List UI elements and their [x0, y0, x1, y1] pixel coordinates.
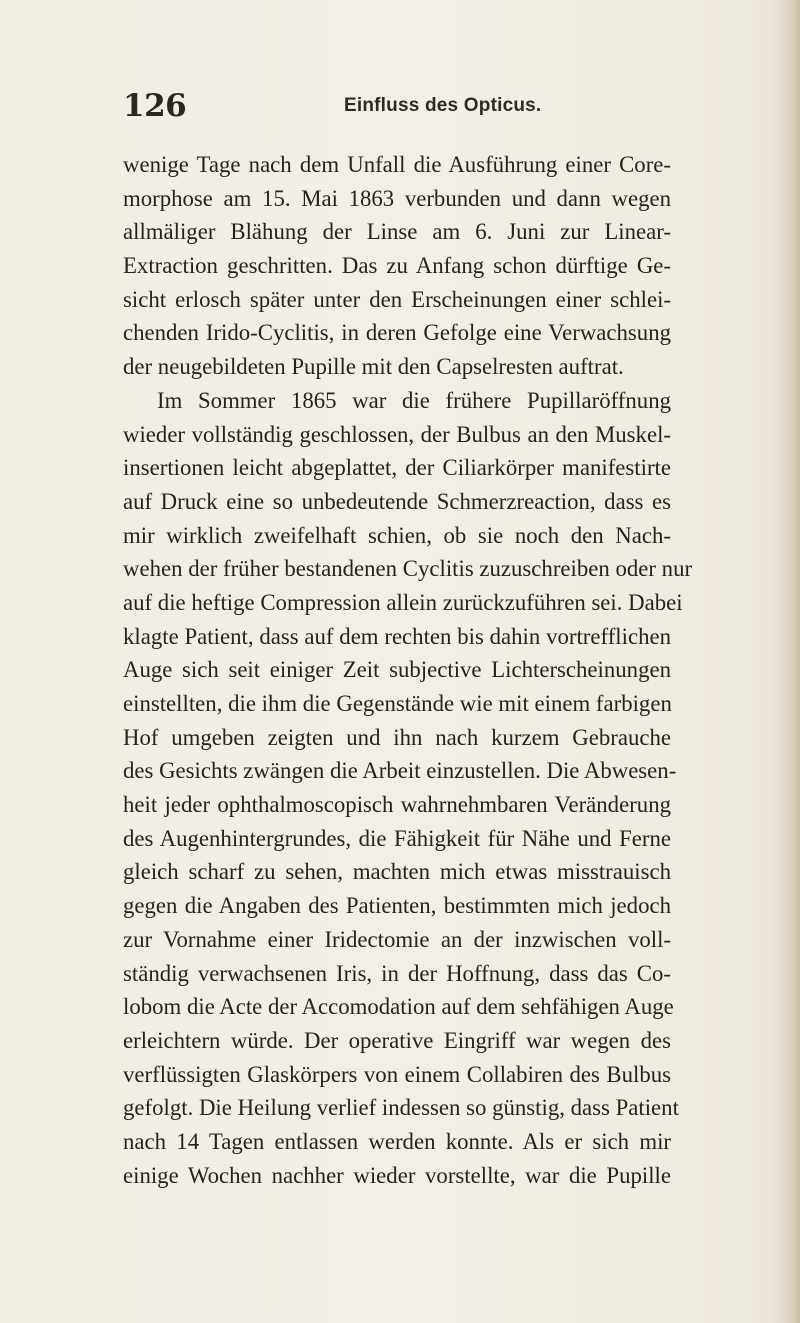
running-head: Einfluss des Opticus. — [344, 95, 542, 116]
text-line: wehen der früher bestandenen Cyclitis zuzuschreiben oder nur — [123, 556, 693, 582]
text-line: sicht erlosch später unter den Erscheinungen einer schlei- — [123, 286, 671, 312]
text-line: Auge sich seit einiger Zeit subjective Lichterscheinungen — [123, 657, 671, 683]
text-line: verflüssigten Glaskörpers von einem Collabiren des Bulbus — [123, 1061, 671, 1087]
text-line: der neugebildeten Pupille mit den Capselresten auftrat. — [123, 354, 624, 380]
page-number: 126 — [123, 88, 187, 124]
text-line: Hof umgeben zeigten und ihn nach kurzem Gebrauche — [123, 724, 671, 750]
text-line: nach 14 Tagen entlassen werden konnte. Als er sich mir — [123, 1128, 671, 1154]
text-line: des Gesichts zwängen die Arbeit einzustellen. Die Abwesen- — [123, 758, 677, 784]
text-line: einstellten, die ihm die Gegenstände wie mit einem farbigen — [123, 691, 672, 716]
text-line: ständig verwachsenen Iris, in der Hoffnung, dass das Co- — [123, 960, 671, 986]
text-line: erleichtern würde. Der operative Eingriff war wegen des — [123, 1027, 671, 1053]
text-line: gegen die Angaben des Patienten, bestimmten mich jedoch — [123, 893, 671, 919]
text-line: auf die heftige Compression allein zurückzuführen sei. Dabei — [123, 589, 683, 615]
text-line: lobom die Acte der Accomodation auf dem sehfähigen Auge — [123, 994, 674, 1020]
text-line: wenige Tage nach dem Unfall die Ausführung einer Core- — [123, 152, 671, 177]
text-line: gefolgt. Die Heilung verlief indessen so günstig, dass Patient — [123, 1095, 679, 1121]
text-line: heit jeder ophthalmoscopisch wahrnehmbaren Veränderung — [123, 792, 671, 818]
text-line: chenden Irido-Cyclitis, in deren Gefolge eine Verwachsung — [123, 320, 671, 346]
text-line: mir wirklich zweifelhaft schien, ob sie noch den Nach- — [123, 522, 671, 548]
text-line: klagte Patient, dass auf dem rechten bis dahin vortrefflichen — [123, 623, 671, 649]
text-line: auf Druck eine so unbedeutende Schmerzreaction, dass es — [123, 488, 671, 514]
text-line: insertionen leicht abgeplattet, der Ciliarkörper manifestirte — [123, 455, 671, 481]
text-line: morphose am 15. Mai 1863 verbunden und dann wegen — [123, 185, 671, 211]
text-line: des Augenhintergrundes, die Fähigkeit für Nähe und Ferne — [123, 825, 671, 851]
text-line: zur Vornahme einer Iridectomie an der inzwischen voll- — [123, 926, 671, 952]
body-text — [123, 148, 693, 1192]
text-line: wieder vollständig geschlossen, der Bulbus an den Muskel- — [123, 421, 671, 447]
text-line: einige Wochen nachher wieder vorstellte, war die Pupille — [123, 1162, 671, 1188]
text-line: Extraction geschritten. Das zu Anfang schon dürftige Ge- — [123, 253, 671, 279]
text-line: Im Sommer 1865 war die frühere Pupillaröffnung — [157, 387, 671, 413]
text-line: gleich scharf zu sehen, machten mich etwas misstrauisch — [123, 859, 671, 885]
page-edge-shadow — [774, 0, 800, 1323]
text-line: allmäliger Blähung der Linse am 6. Juni zur Linear- — [123, 219, 671, 245]
